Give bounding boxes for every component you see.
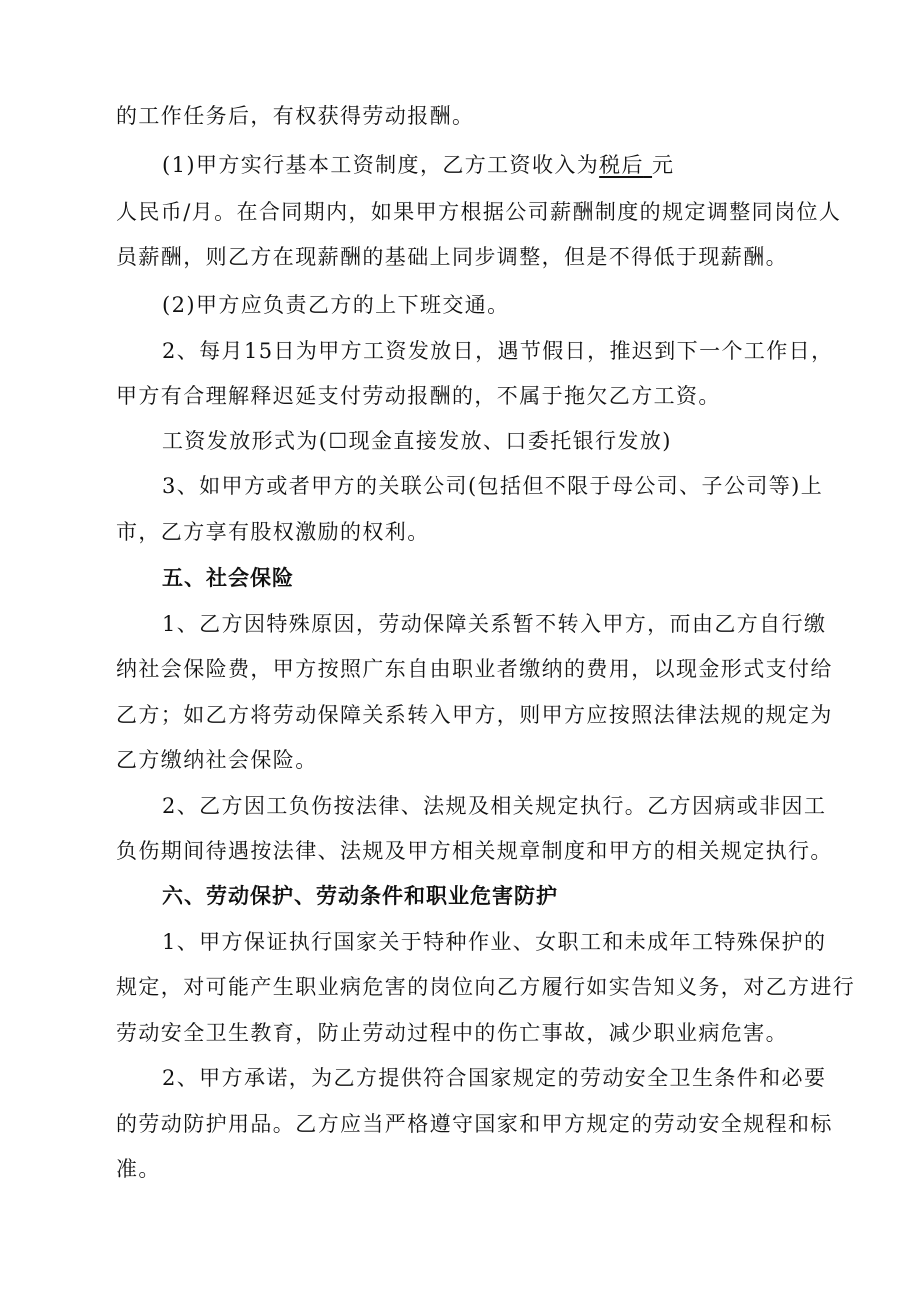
text-line: 劳动安全卫生教育，防止劳动过程中的伤亡事故，减少职业病危害。 xyxy=(116,1021,788,1045)
text-line: 2、每月15日为甲方工资发放日，遇节假日，推迟到下一个工作日， xyxy=(162,339,834,363)
text-line: 2、乙方因工负伤按法律、法规及相关规定执行。乙方因病或非因工 xyxy=(162,794,827,818)
text-line: 的劳动防护用品。乙方应当严格遵守国家和甲方规定的劳动安全规程和标 xyxy=(116,1112,833,1136)
text-line: 准。 xyxy=(116,1157,161,1181)
salary-unit: 元 xyxy=(652,153,675,177)
section-heading: 五、社会保险 xyxy=(162,566,294,590)
text-line: (2)甲方应负责乙方的上下班交通。 xyxy=(162,293,510,317)
salary-line xyxy=(162,149,674,179)
section-heading: 六、劳动保护、劳动条件和职业危害防护 xyxy=(162,884,558,908)
text-line: 市，乙方享有股权激励的权利。 xyxy=(116,520,430,544)
text-line: 乙方缴纳社会保险。 xyxy=(116,748,318,772)
text-line: 2、甲方承诺，为乙方提供符合国家规定的劳动安全卫生条件和必要 xyxy=(162,1066,827,1090)
salary-blank-text: 税后 xyxy=(599,153,644,177)
text-line: 1、甲方保证执行国家关于特种作业、女职工和未成年工特殊保护的 xyxy=(162,930,827,954)
text-line: 规定，对可能产生职业病危害的岗位向乙方履行如实告知义务，对乙方进行 xyxy=(116,975,856,999)
text-span: (1)甲方实行基本工资制度，乙方工资收入为 xyxy=(162,153,600,177)
text-line: 甲方有合理解释迟延支付劳动报酬的，不属于拖欠乙方工资。 xyxy=(116,384,721,408)
text-line: 员薪酬，则乙方在现薪酬的基础上同步调整，但是不得低于现薪酬。 xyxy=(116,245,788,269)
text-line: 的工作任务后，有权获得劳动报酬。 xyxy=(116,104,475,128)
text-line: 人民币/月。在合同期内，如果甲方根据公司薪酬制度的规定调整同岗位人 xyxy=(116,200,842,224)
text-line: 1、乙方因特殊原因，劳动保障关系暂不转入甲方，而由乙方自行缴 xyxy=(162,612,827,636)
text-line: 负伤期间待遇按法律、法规及甲方相关规章制度和甲方的相关规定执行。 xyxy=(116,839,833,863)
text-line: 乙方；如乙方将劳动保障关系转入甲方，则甲方应按照法律法规的规定为 xyxy=(116,703,833,727)
text-line: 工资发放形式为(☐现金直接发放、口委托银行发放) xyxy=(162,429,672,453)
salary-blank xyxy=(599,153,652,177)
text-line: 纳社会保险费，甲方按照广东自由职业者缴纳的费用，以现金形式支付给 xyxy=(116,657,833,681)
text-line: 3、如甲方或者甲方的关联公司(包括但不限于母公司、子公司等)上 xyxy=(162,474,824,498)
